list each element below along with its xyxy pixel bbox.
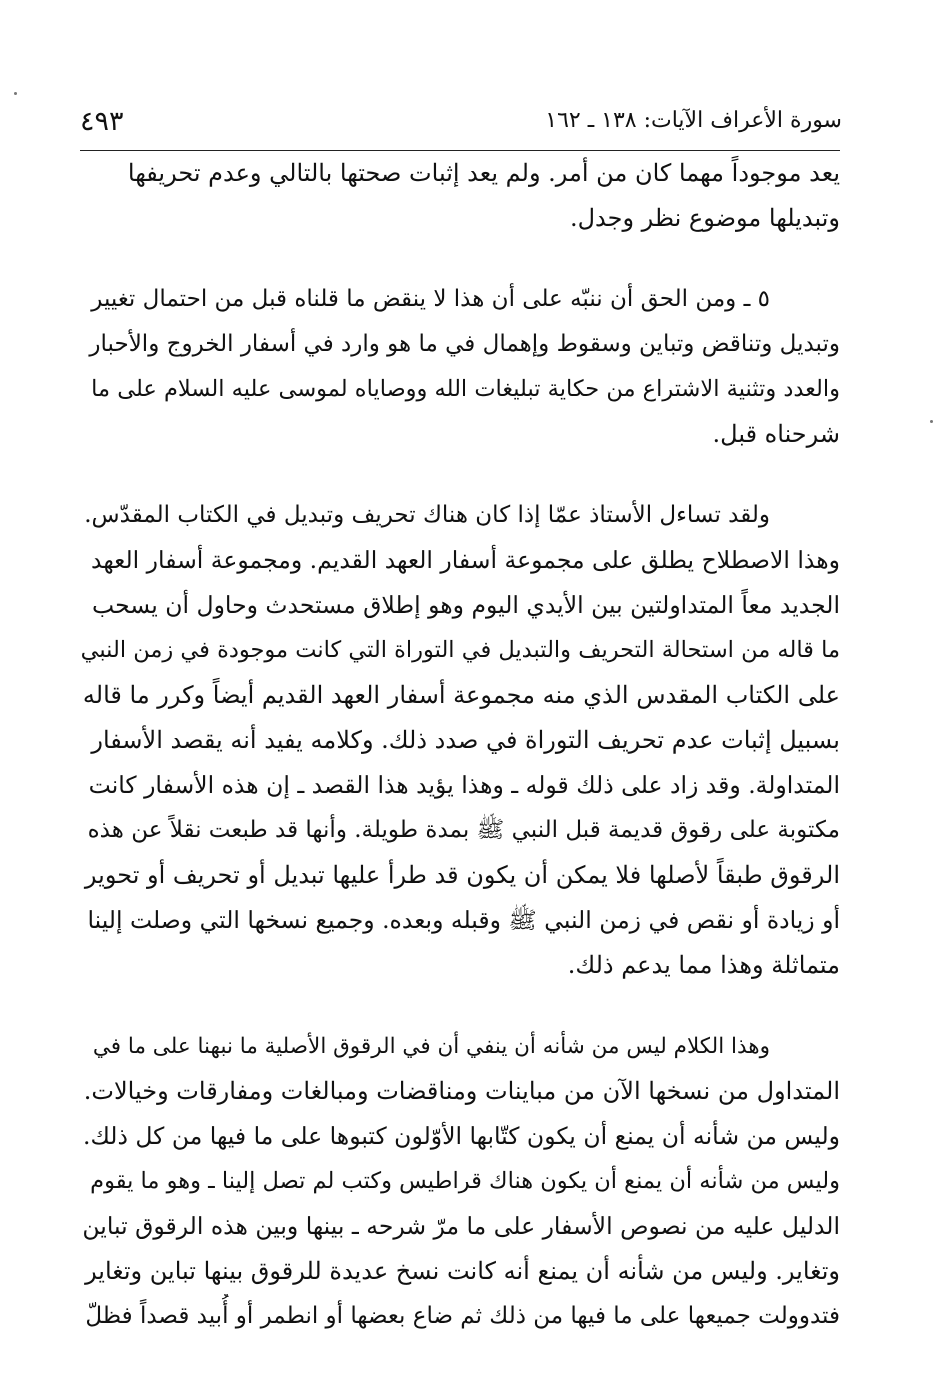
text-line: أو زيادة أو نقص في زمن النبي ﷺ وقبله وبعده. وجميع نسخها التي وصلت إلينا xyxy=(87,906,840,934)
text-line: وليس من شأنه أن يمنع أن يكون هناك قراطيس وكتب لم تصل إلينا ـ وهو ما يقوم xyxy=(90,1168,840,1194)
text-line: ما قاله من استحالة التحريف والتبديل في التوراة التي كانت موجودة في زمن النبي xyxy=(80,637,840,663)
text-line: فتدوولت جميعها على ما فيها من ذلك ثم ضاع بعضها أو انطمر أو أُبيد قصداً فظلّ xyxy=(85,1303,840,1329)
text-line: الدليل عليه من نصوص الأسفار على ما مرّ شرحه ـ بينها وبين هذه الرقوق تباين xyxy=(82,1212,840,1240)
paragraph-4 xyxy=(80,1024,840,1339)
text-line: وهذا الكلام ليس من شأنه أن ينفي أن في الرقوق الأصلية ما نبهنا على ما في xyxy=(92,1034,770,1059)
text-line: الجديد معاً المتداولتين بين الأيدي اليوم وهو إطلاق مستحدث وحاول أن يسحب xyxy=(92,591,840,619)
text-line: مكتوبة على رقوق قديمة قبل النبي ﷺ بمدة طويلة. وأنها قد طبعت نقلاً عن هذه xyxy=(87,817,840,843)
page-number: ٤٩٣ xyxy=(80,106,124,137)
page-header xyxy=(80,100,850,152)
text-line: وتبديلها موضوع نظر وجدل. xyxy=(569,204,840,232)
text-line: وتغاير. وليس من شأنه أن يمنع أنه كانت نسخ عديدة للرقوق بينها تباين وتغاير xyxy=(85,1257,840,1285)
text-line: وتبديل وتناقض وتباين وسقوط وإهمال في ما هو وارد في أسفار الخروج والأحبار xyxy=(89,331,840,357)
text-line: المتداولة. وقد زاد على ذلك قوله ـ وهذا يؤيد هذا القصد ـ إن هذه الأسفار كانت xyxy=(88,771,840,799)
running-title: سورة الأعراف الآيات: ١٣٨ ـ ١٦٢ xyxy=(545,108,842,133)
text-line: على الكتاب المقدس الذي منه مجموعة أسفار العهد القديم أيضاً وكرر ما قاله xyxy=(82,681,840,709)
text-line: وهذا الاصطلاح يطلق على مجموعة أسفار العهد القديم. ومجموعة أسفار العهد xyxy=(91,546,840,574)
scan-speck xyxy=(930,420,933,423)
text-line: ٥ ـ ومن الحق أن ننبّه على أن هذا لا ينقض ما قلناه قبل من احتمال تغيير xyxy=(91,286,770,312)
text-line: المتداول من نسخها الآن من مباينات ومناقضات ومبالغات ومفارقات وخيالات. xyxy=(83,1077,840,1105)
text-line: الرقوق طبقاً لأصلها فلا يمكن أن يكون قد طرأ عليها تبديل أو تحريف أو تحوير xyxy=(84,861,840,889)
body-text xyxy=(80,151,840,1339)
text-line: بسبيل إثبات عدم تحريف التوراة في صدد ذلك. وكلامه يفيد أنه يقصد الأسفار xyxy=(91,726,840,754)
paragraph-2 xyxy=(80,277,840,457)
paragraph-3 xyxy=(80,493,840,988)
text-line: والعدد وتثنية الاشتراع من حكاية تبليغات الله ووصاياه لموسى عليه السلام على ما xyxy=(91,376,840,402)
scan-speck xyxy=(14,92,17,95)
text-line: شرحناه قبل. xyxy=(712,420,840,448)
paragraph-1 xyxy=(80,151,840,241)
text-line: ولقد تساءل الأستاذ عمّا إذا كان هناك تحريف وتبديل في الكتاب المقدّس. xyxy=(84,502,770,528)
text-line: متماثلة وهذا مما يدعم ذلك. xyxy=(567,951,840,979)
text-line: وليس من شأنه أن يمنع أن يكون كتّابها الأوّلون كتبوها على ما فيها من كل ذلك. xyxy=(83,1122,840,1150)
text-line: يعد موجوداً مهما كان من أمر. ولم يعد إثبات صحتها بالتالي وعدم تحريفها xyxy=(127,159,840,187)
